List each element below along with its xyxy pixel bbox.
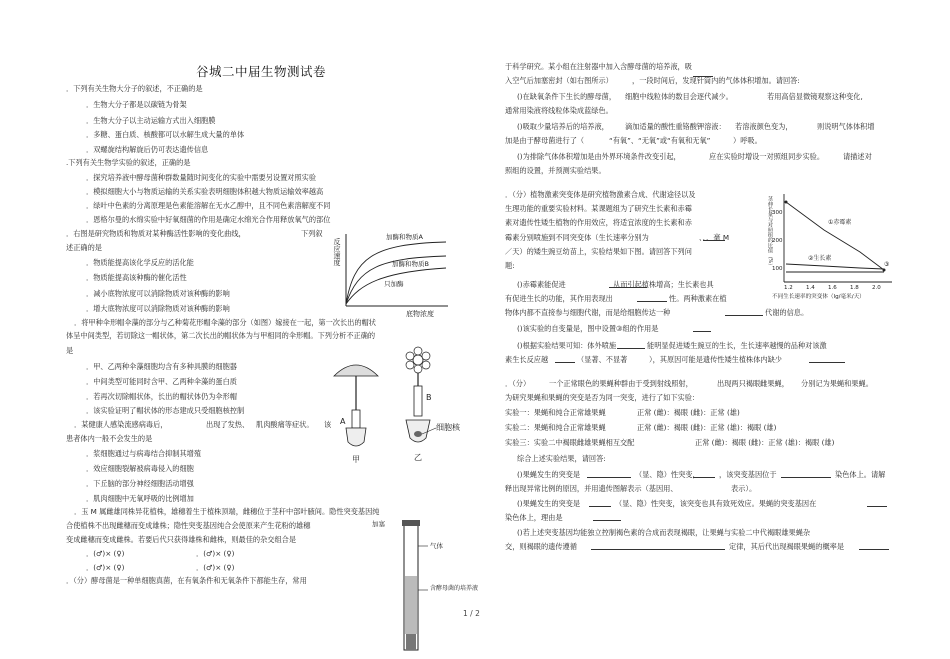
- left-lines-text: 下列叙: [301, 229, 323, 238]
- answer-blank[interactable]: [703, 240, 725, 241]
- left-lines-text: ．(♂)× (♀): [196, 563, 235, 572]
- enzyme-ylabel: 反应速度: [333, 238, 341, 266]
- right-lines-text: 生理功能的重要实验材料。某课题组为了研究生长素和赤霉: [505, 204, 692, 213]
- right-lines-text: 加是由于酵母菌进行了（: [505, 136, 585, 145]
- hormone-ytick-200: 200: [772, 238, 783, 244]
- right-lines-text: “有氧”、“无氧”或“有氧和无氧”: [609, 136, 711, 145]
- right-lines-text: ／天）的矮生豌豆幼苗上，实验结果如下图。请回答下列问: [505, 247, 692, 256]
- right-lines-text: ）呼吸。: [733, 136, 762, 145]
- syringe-label-gas: 气体: [430, 542, 443, 550]
- enzyme-xlabel: 底物浓度: [406, 310, 434, 318]
- alga-label-nucleus: 细胞核: [436, 423, 460, 432]
- syringe-plunger: [406, 634, 416, 650]
- right-lines-text: 若溶液颜色变为，: [735, 122, 793, 131]
- answer-blank[interactable]: [809, 362, 845, 363]
- left-lines-text: ．该实验证明了帽状体的形态建成只受细胞核控制: [86, 406, 245, 415]
- enzyme-curve-label-b: 加酶和物质B: [392, 260, 429, 268]
- left-lines-text: ．物质能提高该种酶的催化活性: [86, 273, 187, 282]
- left-lines-text: ．若再次切除帽状体，长出的帽状体仍为伞形帽: [86, 392, 237, 401]
- answer-blank[interactable]: [591, 549, 725, 550]
- hormone-chart: [764, 190, 896, 302]
- right-lines-text: 物体内都不直接参与细胞代谢，而是给细胞传达一种: [505, 308, 671, 317]
- right-lines-text: 有促进生长的功能，其作用表现出: [505, 294, 613, 303]
- right-lines-text: 请描述对: [843, 152, 872, 161]
- hormone-xtick-5: 2.0: [872, 285, 881, 291]
- alga-graft-figure: [326, 346, 476, 476]
- answer-blank[interactable]: [593, 520, 621, 521]
- left-lines-text: ．玉 M 属雌雄同株异花植株，雄穗着生于植株顶端，雌穗位于茎秆中部叶腋间。隐性突变基因纯: [74, 507, 380, 516]
- right-lines-text: 从而引起植株增高；生长素也具: [613, 280, 714, 289]
- answer-blank[interactable]: [617, 348, 645, 349]
- left-lines-text: 变成雌穗而变成雌株。若要后代只获得雄株和雌株，则最佳的杂交组合是: [66, 535, 297, 544]
- right-lines-text: 正常 (雌)：褐眼 (雌)：正常 (雄)：褐眼 (雄): [637, 423, 777, 432]
- left-lines-text: ．物质能提高该化学反应的活化能: [86, 258, 194, 267]
- page-number: 1 / 2: [463, 609, 480, 618]
- right-lines-text: ()为排除气体体积增加是由外界环境条件改变引起，: [517, 152, 681, 161]
- right-lines-text: 霉素分别喷施到不同突变体（生长速率分别为: [505, 233, 649, 242]
- hormone-point-2: [883, 269, 886, 272]
- right-lines-text: ()根据实验结果可知：体外喷施: [517, 341, 617, 350]
- right-lines-text: 素对遗传性矮生植物的作用效应，将适宜浓度的生长素和赤: [505, 218, 692, 227]
- left-lines-text: ．将甲种伞形帽伞藻的部分与乙种菊花形帽伞藻的部分（如图）嫁接在一起，第一次长出的帽状: [74, 318, 376, 327]
- alga-base-jia: [346, 428, 366, 446]
- right-lines-text: 分别记为果蝇和果蝇。: [801, 379, 873, 388]
- alga-part-b: [414, 386, 422, 416]
- right-lines-text: ()果蝇发生的突变是: [517, 499, 581, 508]
- right-lines-text: ()若上述突变基因均能独立控制褐色素的合成而表现褐眼，让果蝇与实验二中代褐眼雄果蝇杂: [517, 528, 811, 537]
- right-lines-text: 为研究果蝇和果蝇的突变是否为同一突变，进行了如下实验：: [505, 393, 700, 402]
- right-lines-text: ()该实验的自变量是，图中设置③组的作用是: [517, 324, 659, 333]
- right-lines-text: 交，则褐眼的遗传遵循: [505, 542, 577, 551]
- left-lines-text: ．下丘脑的部分神经细胞活动增强: [86, 479, 194, 488]
- right-lines-text: ），其原因可能是遗传性矮生植株体内缺少: [649, 355, 782, 364]
- syringe-figure: [370, 518, 490, 656]
- syringe-culture: [405, 576, 417, 634]
- right-lines-text: 实验二：果蝇和纯合正常雄果蝇: [505, 423, 606, 432]
- right-lines-text: 照组的设置，并预测实验结果。: [505, 166, 606, 175]
- right-lines-text: ()果蝇发生的突变是: [517, 470, 581, 479]
- left-lines-text: ．双螺旋结构解旋后仍可表达遗传信息: [86, 145, 209, 154]
- right-lines-text: ．（分）植物激素突变体是研究植物激素合成、代谢途径以及: [505, 190, 696, 199]
- right-lines-text: ，一段时间后，发现针筒内的气体体积增加。请回答:: [632, 76, 800, 85]
- hormone-xtick-4: 1.8: [850, 285, 859, 291]
- right-lines-text: 染色体上，理由是: [505, 513, 563, 522]
- hormone-ytick-300: 300: [772, 210, 783, 216]
- answer-blank[interactable]: [609, 287, 647, 288]
- left-lines-text: ．探究培养液中酵母菌种群数量随时间变化的实验中需要另设置对照实验: [86, 173, 317, 182]
- hormone-ylabel: 茎伸长量与对照组的比值（%）: [767, 196, 773, 269]
- right-lines-text: 定律，其后代出现褐眼果蝇的概率是: [729, 542, 845, 551]
- hormone-xtick-2: 1.4: [806, 285, 815, 291]
- syringe-label-stopper: 加塞: [372, 520, 385, 528]
- enzyme-curve-figure: [332, 228, 452, 320]
- answer-blank[interactable]: [867, 506, 887, 507]
- right-lines-text: 染色体上。请解: [835, 470, 886, 479]
- hormone-label-auxin: ②生长素: [808, 255, 832, 262]
- right-lines-text: 于科学研究。某小组在注射器中加入含酵母菌的培养液，吸: [505, 62, 692, 71]
- answer-blank[interactable]: [859, 549, 889, 550]
- answer-blank[interactable]: [637, 301, 667, 302]
- left-lines-text: ．某健康人感染流感病毒后，: [74, 420, 168, 429]
- right-lines-text: 综合上述实验结果，请回答:: [517, 454, 606, 463]
- left-lines-text: ．恩格尔曼的水绵实验中好氧细菌的作用是确定水绵光合作用释放氧气的部位: [86, 215, 331, 224]
- left-lines-text: 体呈中间类型，若切除这一帽状体，第二次长出的帽状体为与甲相同的伞形帽。下列分析不正确的: [66, 331, 376, 340]
- answer-blank[interactable]: [693, 477, 715, 478]
- hormone-point-1: [785, 201, 788, 204]
- answer-blank[interactable]: [781, 477, 831, 478]
- enzyme-curve-label-a: 加酶和物质A: [386, 233, 423, 241]
- right-lines-text: 细胞中线粒体的数目会逐代减少。: [625, 92, 733, 101]
- right-lines-text: 通常用染液将线粒体染成蓝绿色。: [505, 106, 613, 115]
- right-lines-text: （显、隐）性突变，该突变也具有致死效应。果蝇的突变基因在: [615, 499, 817, 508]
- right-lines-text: 、、、毫 M: [699, 233, 730, 242]
- left-lines-text: ．减小底物浓度可以消除物质对该种酶的影响: [86, 289, 230, 298]
- left-lines-text: 合使植株不出现雌穗而变成雄株；隐性突变基因纯合会使原来产生花粉的雄穗: [66, 521, 311, 530]
- left-lines-text: ．下列有关生物大分子的叙述，不正确的是: [66, 84, 203, 93]
- right-lines-text: （显、隐）性突变，: [635, 470, 700, 479]
- left-lines-text: ．生物大分子都是以碳链为骨架: [86, 100, 187, 109]
- left-lines-text: ．浆细胞通过与病毒结合抑制其增殖: [86, 449, 202, 458]
- hormone-xlabel: 不同生长速率的突变体（lg/毫米/天）: [772, 294, 865, 300]
- left-lines-text: ．绿叶中色素的分离原理是色素能溶解在无水乙醇中，且不同色素溶解度不同: [86, 201, 331, 210]
- left-lines-text: 述正确的是: [66, 243, 102, 252]
- left-lines-text: ．肌肉细胞中无氧呼吸的比例增加: [86, 494, 194, 503]
- alga-label-yi: 乙: [414, 453, 422, 462]
- right-lines-text: 滴加适量的酸性重铬酸钾溶液：: [625, 122, 726, 131]
- left-lines-text: ．(♂)× (♀): [86, 549, 125, 558]
- right-lines-text: ，该突变基因位于: [719, 470, 777, 479]
- answer-blank[interactable]: [725, 315, 763, 316]
- left-lines-text: 肌肉酸痛等症状。: [256, 420, 314, 429]
- hormone-xtick-3: 1.6: [828, 285, 837, 291]
- right-lines-text: 正常 (雌)：褐眼 (雌)：正常 (雄)：褐眼 (雄): [695, 438, 835, 447]
- right-lines-text: 应在实验时增设一对照组同步实验。: [709, 152, 825, 161]
- left-lines-text: ．多糖、蛋白质、核酸都可以水解生成大量的单体: [86, 130, 245, 139]
- hormone-xtick-1: 1.2: [784, 285, 793, 291]
- right-lines-text: ．（分）: [505, 379, 531, 388]
- answer-blank[interactable]: [589, 506, 611, 507]
- answer-blank[interactable]: [587, 477, 631, 478]
- left-lines-text: ．模拟细胞大小与物质运输的关系实验表明细胞体积越大物质运输效率越高: [86, 187, 324, 196]
- right-lines-text: ()吸取少量培养后的培养液，: [517, 122, 609, 131]
- alga-label-jia: 甲: [352, 455, 360, 464]
- left-lines-text: ．中间类型可能同时含甲、乙两种伞藻的蛋白质: [86, 377, 237, 386]
- right-lines-text: 代谢的信息。: [765, 308, 809, 317]
- hormone-line-auxin: [786, 264, 884, 269]
- nucleus-icon: [414, 431, 422, 437]
- hormone-label-control: ③: [884, 261, 890, 268]
- syringe-stopper: [402, 520, 420, 526]
- alga-label-a: A: [340, 417, 346, 426]
- left-lines-text: 患者体内一般不会发生的是: [66, 434, 153, 443]
- right-lines-text: 实验一：果蝇和纯合正常雄果蝇: [505, 408, 606, 417]
- left-lines-text: ．右图是研究物质和物质对某种酶活性影响的变化曲线，: [66, 229, 246, 238]
- right-lines-text: 正常 (雌)：褐眼 (雌)：正常 (雄): [637, 408, 740, 417]
- right-lines-text: 能明显促进矮生豌豆的生长，生长速率越慢的品种对该激: [647, 341, 827, 350]
- answer-blank[interactable]: [693, 76, 713, 77]
- right-lines-text: ()赤霉素能促进: [517, 280, 566, 289]
- left-lines-text: ．生物大分子以主动运输方式出入细胞膜: [86, 116, 216, 125]
- right-lines-text: 性。两种激素在植: [669, 294, 727, 303]
- right-lines-text: 入空气后加塞密封（如右图所示）: [505, 76, 613, 85]
- alga-part-a: [352, 410, 360, 428]
- right-lines-text: 一个正常眼色的果蝇种群由于受到射线照射，: [549, 379, 693, 388]
- left-lines-text: ．(♂)× (♀): [86, 563, 125, 572]
- answer-blank[interactable]: [555, 362, 575, 363]
- left-lines-text: 是: [66, 346, 74, 355]
- hormone-line-gibberellin: [786, 202, 884, 270]
- answer-blank[interactable]: [693, 331, 711, 332]
- left-lines-text: ．增大底物浓度可以消除物质对该种酶的影响: [86, 304, 230, 313]
- right-lines-text: 表示）。: [731, 484, 757, 493]
- page-title: 谷城二中届生物测试卷: [196, 64, 327, 79]
- right-lines-text: ()在缺氧条件下生长的酵母菌，: [517, 92, 617, 101]
- alga-flower-cap: [406, 347, 430, 386]
- syringe-label-culture: 含酵母菌的培养液: [430, 585, 479, 592]
- alga-label-b: B: [426, 393, 432, 402]
- left-lines-text: ．效应细胞裂解被病毒侵入的细胞: [86, 464, 194, 473]
- left-lines-text: ．（分）酵母菌是一种单细胞真菌，在有氧条件和无氧条件下都能生存，常用: [66, 576, 307, 585]
- left-lines-text: ．(♂)× (♀): [196, 549, 235, 558]
- right-lines-text: 出现两只褐眼雌果蝇，: [717, 379, 789, 388]
- right-lines-text: 释出现异常比例的原因，并用遗传图解表示（基因用、: [505, 484, 678, 493]
- right-lines-text: 则说明气体体积增: [817, 122, 875, 131]
- curve-a: [346, 242, 446, 304]
- left-lines-text: ．甲、乙两种伞藻细胞均含有多种具膜的细胞器: [86, 362, 237, 371]
- hormone-label-gibberellin: ①赤霉素: [828, 219, 852, 226]
- enzyme-curve-label-c: 只加酶: [384, 280, 404, 288]
- left-lines-text: .下列有关生物学实验的叙述，正确的是: [66, 158, 191, 167]
- alga-umbrella-cap: [334, 365, 378, 410]
- right-lines-text: （显著、不显著: [577, 355, 628, 364]
- right-lines-text: 素生长反应越: [505, 355, 549, 364]
- right-lines-text: 实验三：实验二中褐眼雌雄果蝇相互交配: [505, 438, 635, 447]
- left-lines-text: 该: [324, 420, 332, 429]
- hormone-ytick-100: 100: [772, 266, 783, 272]
- left-lines-text: 出现了发热、: [206, 420, 250, 429]
- right-lines-text: 题:: [505, 261, 515, 270]
- right-lines-text: 若用高倍显微镜观察这种变化,: [767, 92, 863, 101]
